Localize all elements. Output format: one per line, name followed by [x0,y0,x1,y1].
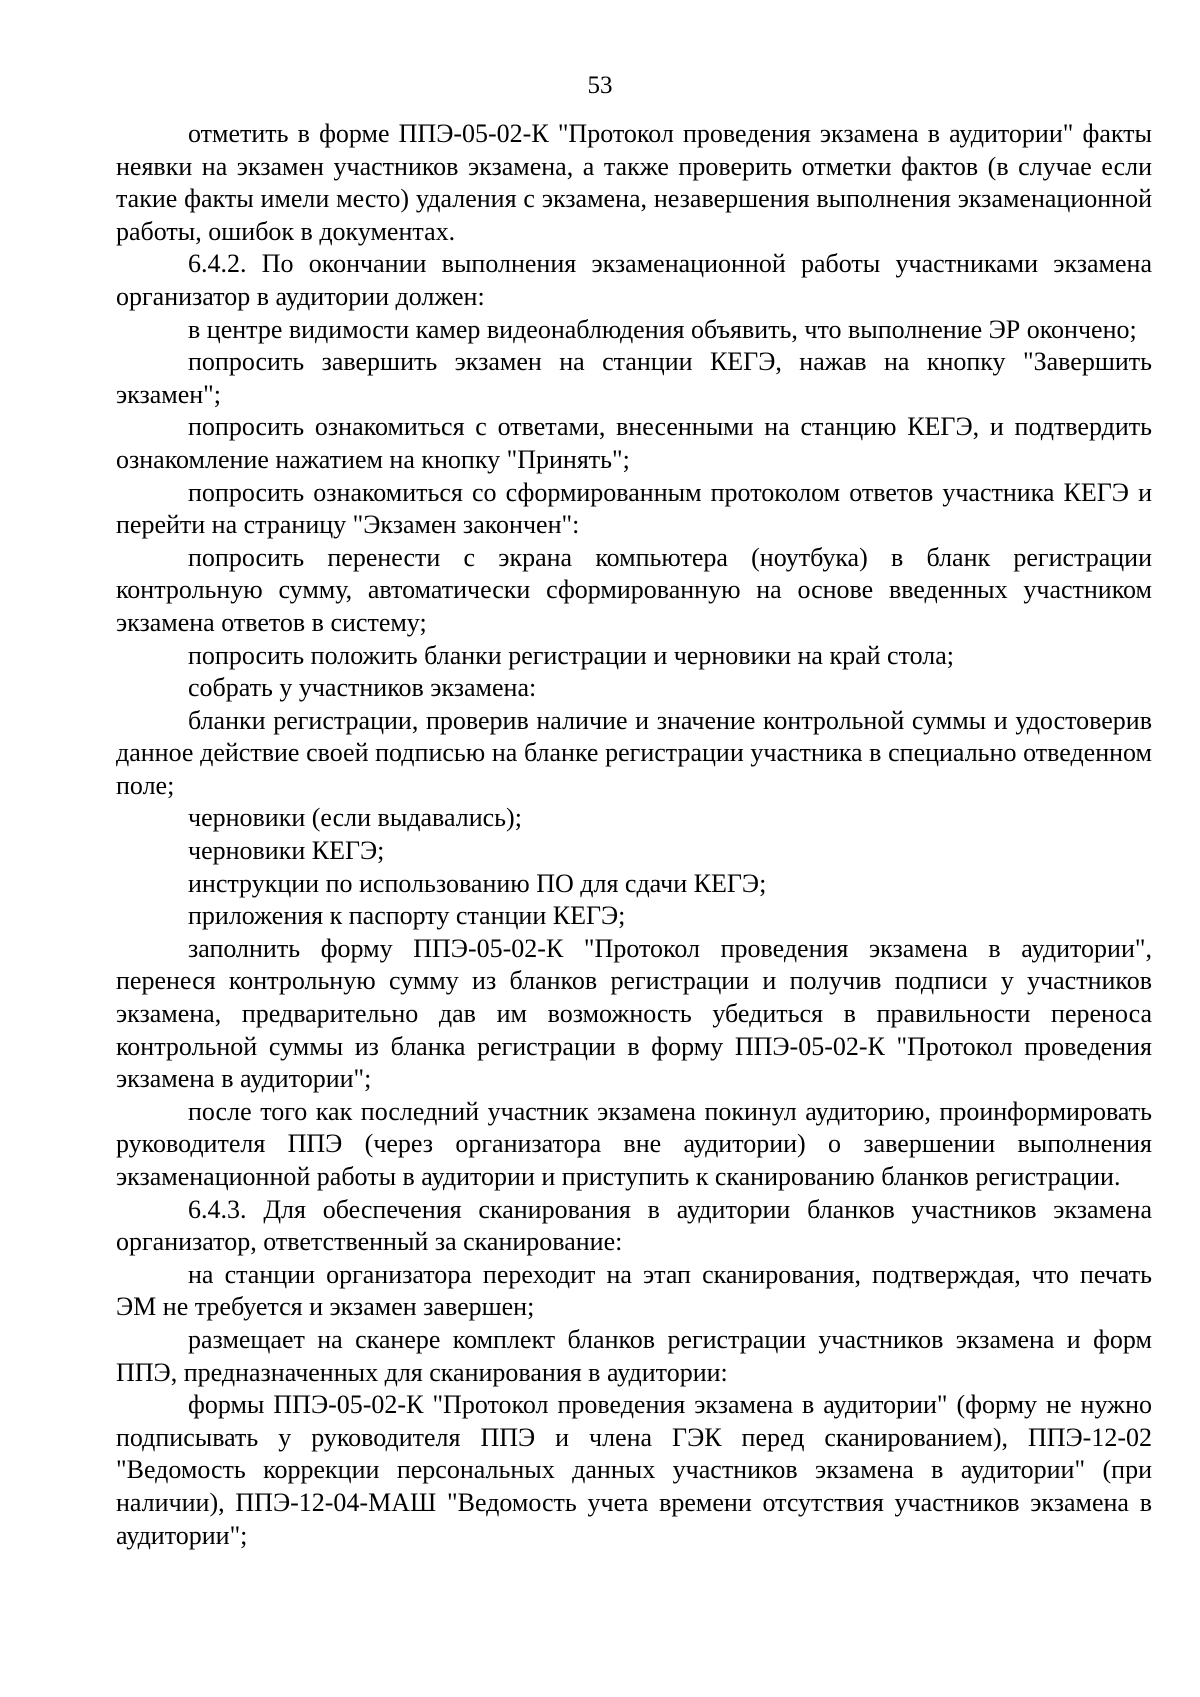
paragraph: отметить в форме ППЭ-05-02-К "Протокол проведения экзамена в аудитории" факты неявки на экзамен участников экзамена, а также проверить отметки фактов (в случае если такие факты имели место) удаления с экзамена, незавершения выполнения экзаменационной работы, ошибок в документах. [116,119,1152,246]
section-paragraph: 6.4.3. Для обеспечения сканирования в аудитории бланков участников экзамена организатор, ответственный за сканирование: [116,1194,1152,1257]
list-item: инструкции по использованию ПО для сдачи КЕГЭ; [188,868,767,898]
list-item: попросить ознакомиться со сформированным протоколом ответов участника КЕГЭ и перейти на страницу "Экзамен закончен": [116,477,1152,540]
list-item: заполнить форму ППЭ-05-02-К "Протокол проведения экзамена в аудитории", перенеся контрольную сумму из бланков регистрации и получив подписи у участников экзамена, предварительно дав им возможность убедиться в правильности переноса контрольной суммы из бланка регистрации в форму ППЭ-05-02-К "Протокол проведения экзамена в аудитории"; [116,933,1152,1094]
list-item: попросить положить бланки регистрации и черновики на край стола; [188,640,954,670]
list-item: на станции организатора переходит на этап сканирования, подтверждая, что печать ЭМ не требуется и экзамен завершен; [116,1259,1152,1322]
list-item: попросить ознакомиться с ответами, внесенными на станцию КЕГЭ, и подтвердить ознакомление нажатием на кнопку "Принять"; [116,412,1152,474]
list-item: размещает на сканере комплект бланков регистрации участников экзамена и форм ППЭ, предназначенных для сканирования в аудитории: [116,1324,1152,1387]
section-paragraph: 6.4.2. По окончании выполнения экзаменационной работы участниками экзамена организатор в аудитории должен: [116,249,1152,311]
body-text [116,118,1152,1552]
list-item: в центре видимости камер видеонаблюдения объявить, что выполнение ЭР окончено; [188,314,1137,344]
list-item: бланки регистрации, проверив наличие и значение контрольной суммы и удостоверив данное действие своей подписью на бланке регистрации участника в специально отведенном поле; [116,705,1152,800]
list-item: приложения к паспорту станции КЕГЭ; [188,901,626,931]
list-item: после того как последний участник экзамена покинул аудиторию, проинформировать руководителя ППЭ (через организатора вне аудитории) о завершении выполнения экзаменационной работы в аудитории и приступить к сканированию бланков регистрации. [116,1096,1152,1191]
list-item: черновики КЕГЭ; [188,836,385,866]
page-number: 53 [587,72,613,99]
list-item: попросить завершить экзамен на станции КЕГЭ, нажав на кнопку "Завершить экзамен"; [116,347,1152,409]
list-item: попросить перенести с экрана компьютера (ноутбука) в бланк регистрации контрольную сумму, автоматически сформированную на основе введенных участником экзамена ответов в систему; [116,542,1152,637]
list-item: формы ППЭ-05-02-К "Протокол проведения экзамена в аудитории" (форму не нужно подписывать у руководителя ППЭ и члена ГЭК перед сканированием), ППЭ-12-02 "Ведомость коррекции персональных данных участников экзамена в аудитории" (при наличии), ППЭ-12-04-МАШ "Ведомость учета времени отсутствия участников экзамена в аудитории"; [116,1390,1152,1550]
list-item: собрать у участников экзамена: [188,673,537,703]
list-item: черновики (если выдавались); [188,803,522,833]
